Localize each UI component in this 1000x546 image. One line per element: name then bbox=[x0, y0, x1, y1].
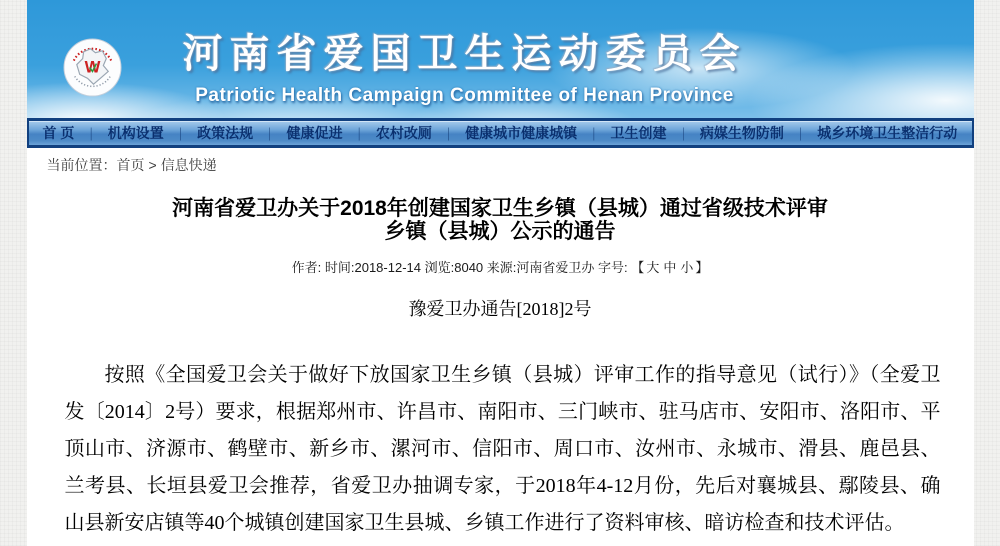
nav-separator: ｜ bbox=[676, 126, 690, 142]
meta-fontsize-label: 字号: bbox=[598, 260, 628, 275]
document-number: 豫爱卫办通告[2018]2号 bbox=[408, 299, 592, 319]
banner-titles bbox=[145, 22, 785, 107]
nav-item-healthy-cities[interactable]: 健康城市健康城镇 bbox=[465, 125, 578, 141]
breadcrumb-current-link[interactable]: 信息快递 bbox=[160, 157, 217, 173]
site-logo[interactable] bbox=[63, 38, 122, 97]
article-title-line1: 河南省爱卫办关于2018年创建国家卫生乡镇（县城）通过省级技术评审 bbox=[172, 197, 828, 220]
nav-item-rural-toilet-reform[interactable]: 农村改厕 bbox=[375, 125, 432, 141]
nav-separator: ｜ bbox=[794, 126, 808, 142]
nav-item-policies[interactable]: 政策法规 bbox=[197, 125, 254, 141]
logo-letter: W bbox=[84, 57, 100, 77]
fontsize-medium-button[interactable]: 中 bbox=[663, 260, 677, 275]
fontsize-bracket-close: 】 bbox=[695, 260, 709, 275]
nav-item-health-promotion[interactable]: 健康促进 bbox=[286, 125, 343, 141]
nav-item-vector-control[interactable]: 病媒生物防制 bbox=[699, 125, 784, 141]
meta-views: 浏览:8040 bbox=[424, 260, 484, 275]
site-banner bbox=[27, 0, 974, 118]
meta-time: 时间:2018-12-14 bbox=[324, 260, 421, 275]
nav-item-organization[interactable]: 机构设置 bbox=[107, 125, 164, 141]
article-content bbox=[27, 181, 974, 546]
site-title-chinese: 河南省爱国卫生运动委员会 bbox=[182, 32, 747, 76]
nav-item-sanitation-creation[interactable]: 卫生创建 bbox=[610, 125, 667, 141]
fontsize-large-button[interactable]: 大 bbox=[646, 260, 660, 275]
nav-separator: ｜ bbox=[587, 126, 601, 142]
nav-separator: ｜ bbox=[442, 126, 456, 142]
breadcrumb-label: 当前位置： bbox=[46, 157, 117, 173]
breadcrumb bbox=[27, 148, 974, 181]
breadcrumb-home-link[interactable]: 首页 bbox=[116, 157, 145, 173]
nav-item-home[interactable]: 首 页 bbox=[42, 125, 75, 141]
site-logo-icon bbox=[63, 38, 122, 97]
fontsize-bracket-open: 【 bbox=[631, 260, 645, 275]
site-title-english: Patriotic Health Campaign Committee of Henan Province bbox=[195, 85, 734, 106]
meta-source: 来源:河南省爱卫办 bbox=[486, 260, 595, 275]
nav-separator: ｜ bbox=[352, 126, 366, 142]
article-title-line2: 乡镇（县城）公示的通告 bbox=[384, 220, 616, 243]
breadcrumb-separator: > bbox=[148, 157, 157, 173]
nav-separator: ｜ bbox=[173, 126, 187, 142]
page-container bbox=[27, 0, 974, 546]
article-title bbox=[52, 197, 949, 243]
article-body-paragraph: 按照《全国爱卫会关于做好下放国家卫生乡镇（县城）评审工作的指导意见（试行）》（全爱卫发〔2014〕2号）要求，根据郑州市、许昌市、南阳市、三门峡市、驻马店市、安阳市、洛阳市、平顶山市、济源市、鹤壁市、新乡市、漯河市、信阳市、周口市、汝州市、永城市、滑县、鹿邑县、兰考县、长垣县爱卫会推荐，省爱卫办抽调专家，于2018年4-12月份，先后对襄城县、鄢陵县、确山县新安店镇等40个城镇创建国家卫生县城、乡镇工作进行了资料审核、暗访检查和技术评估。 bbox=[64, 364, 941, 534]
nav-item-urban-rural-cleanup[interactable]: 城乡环境卫生整洁行动 bbox=[817, 125, 958, 141]
fontsize-small-button[interactable]: 小 bbox=[680, 260, 694, 275]
article-meta bbox=[52, 257, 949, 276]
meta-author-label: 作者: bbox=[291, 260, 322, 275]
main-navigation bbox=[27, 118, 974, 148]
nav-separator: ｜ bbox=[84, 126, 98, 142]
nav-separator: ｜ bbox=[263, 126, 277, 142]
